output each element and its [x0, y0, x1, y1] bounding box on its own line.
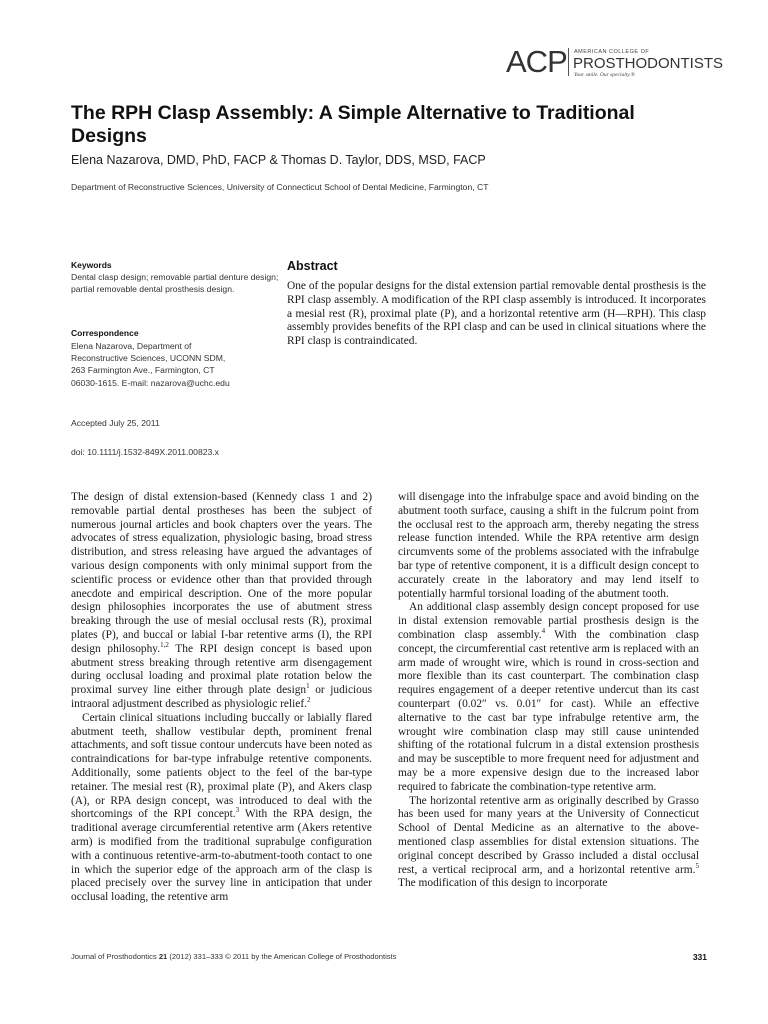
citation-ref[interactable]: 1,2 [160, 640, 169, 649]
abstract-heading: Abstract [287, 259, 338, 273]
correspondence-line: Elena Nazarova, Department of [71, 341, 192, 351]
correspondence-heading: Correspondence [71, 328, 139, 338]
body-paragraph: will disengage into the infrabulge space and avoid binding on the abutment tooth surface, causing a shift in the fulcrum point from the occlusal rest to the approach arm, thereby negating the stress release function intended. While the RPA retentive arm design circumvents some of the problems associated with the infrabulge bar type of retentive component, it is a difficult design concept to accurately create in the laboratory and may lend itself to potentially harmful torsional loading of the abutment tooth. [398, 491, 699, 600]
logo-acronym: ACP [506, 44, 567, 79]
page-footer [71, 951, 707, 963]
acp-logo [506, 44, 724, 84]
correspondence-line: 263 Farmington Ave., Farmington, CT [71, 365, 215, 376]
article-title: The RPH Clasp Assembly: A Simple Alternative to Traditional Designs [71, 102, 635, 147]
correspondence-email-line[interactable]: 06030-1615. E-mail: nazarova@uchc.edu [71, 377, 230, 388]
abstract-text: One of the popular designs for the distal extension partial removable dental prosthesis is the RPI clasp assembly. A modification of the RPI clasp assembly is introduced. It incorporates a mesial rest (R), proximal plate (P), and a horizontal retentive arm (H—RPH). This clasp assembly provides benefits of the RPI clasp and can be used in clinical situations where the RPI clasp is contraindicated. [287, 280, 706, 348]
citation-ref[interactable]: 2 [306, 696, 311, 705]
body-paragraph: An additional clasp assembly design concept proposed for use in distal extension removable partial prosthesis design is the combination clasp assembly.$^4$ With the combination clasp concept, the circumferential cast retentive arm is replaced with an arm made of wrought wire, which is round in cross-section and more flexible than its cast counterpart. The combination clasp requires engagement of a deeper retentive undercut than its cast counterpart (0.02″ vs. 0.01″ for cast). While an effective alternative to the cast bar type infrabulge retentive arm, the wrought wire combination clasp may still cause unintended shifting of the rotational fulcrum in a distal extension prosthesis and may be susceptible to more frequent need for adjustment and may be a more expensive design due to the increased labor required to fabricate the combination-type retentive arm. [398, 601, 699, 793]
citation-ref[interactable]: 5 [695, 861, 699, 870]
correspondence-text [71, 340, 281, 389]
citation-ref[interactable]: 1 [306, 682, 310, 691]
body-paragraph: Certain clinical situations including buccally or labially flared abutment teeth, shallow vestibular depth, prominent frenal attachments, and soft tissue contour undercuts have been noted as contraindications for bar-type infrabulge retentive components. Additionally, some patients object to the feel of the bar-type retainer. The mesial rest (R), proximal plate (P), and Akers clasp (A), or RPA design concept, was introduced to deal with the shortcomings of the RPI concept.$^3$ With the RPA design, the traditional average circumferential retentive arm (Akers retentive arm) is modified from the traditional suprabulge configuration with a continuous retentive-arm-to-abutment-tooth contact to one in which the superior edge of the approach arm of the clasp is placed precisely over the survey line in anticipation that under occlusal loading, the retentive arm [71, 711, 372, 904]
logo-tagline: Your smile. Our specialty.® [574, 72, 635, 78]
body-column-left [71, 491, 372, 905]
correspondence-line: Reconstructive Sciences, UCONN SDM, [71, 353, 226, 364]
citation-ref[interactable]: 3 [235, 806, 240, 815]
logo-line1: AMERICAN COLLEGE OF [574, 49, 650, 55]
logo-line2: PROSTHODONTISTS [573, 55, 724, 72]
page-number: 331 [692, 952, 707, 962]
article-authors: Elena Nazarova, DMD, PhD, FACP & Thomas D. Taylor, DDS, MSD, FACP [71, 153, 486, 167]
accepted-date: Accepted July 25, 2011 [71, 418, 160, 428]
footer-journal-info: Journal of Prosthodontics 21 (2012) 331–333 © 2011 by the American College of Prosthodontists [71, 952, 397, 961]
logo-divider [568, 48, 569, 76]
citation-ref[interactable]: 4 [541, 627, 546, 636]
body-paragraph: The design of distal extension-based (Kennedy class 1 and 2) removable partial dental prostheses has been the subject of numerous journal articles and book chapters over the years. The advocates of stress equalization, physiologic basing, broad stress distribution, and stress releasing have argued the advantages of various design components with only minimal support from the scientific process or evidence other than that provided through anecdote and empirical description. One of the more popular design philosophies incorporates the use of abutment stress breaking through the use of mesial occlusal rests (R), proximal plates (P), and buccal or labial I-bar retentive arms (I), the RPI design philosophy.$^{1,2}$ The RPI design concept is based upon abutment stress breaking through retentive arm disengagement during occlusal loading and proximal plate rotation below the proximal survey line either through plate design$^1$ or judicious intraoral adjustment described as physiologic relief.$^2$ [71, 491, 372, 710]
keywords-text: Dental clasp design; removable partial denture design; partial removable dental prosthesis design. [71, 272, 279, 295]
article-affiliation: Department of Reconstructive Sciences, University of Connecticut School of Dental Medicine, Farmington, CT [71, 182, 489, 192]
keywords-heading: Keywords [71, 260, 112, 270]
body-paragraph: The horizontal retentive arm as originally described by Grasso has been used for many years at the University of Connecticut School of Dental Medicine as an alternative to the above-mentioned clasp assemblies for distal extension situations. The original concept described by Grasso included a distal occlusal rest, a vertical reciprocal arm, and a horizontal retentive arm.$^5$ The modification of this design to incorporate [398, 794, 699, 890]
body-column-right [398, 491, 699, 891]
doi-link[interactable]: doi: 10.1111/j.1532-849X.2011.00823.x [71, 447, 219, 457]
